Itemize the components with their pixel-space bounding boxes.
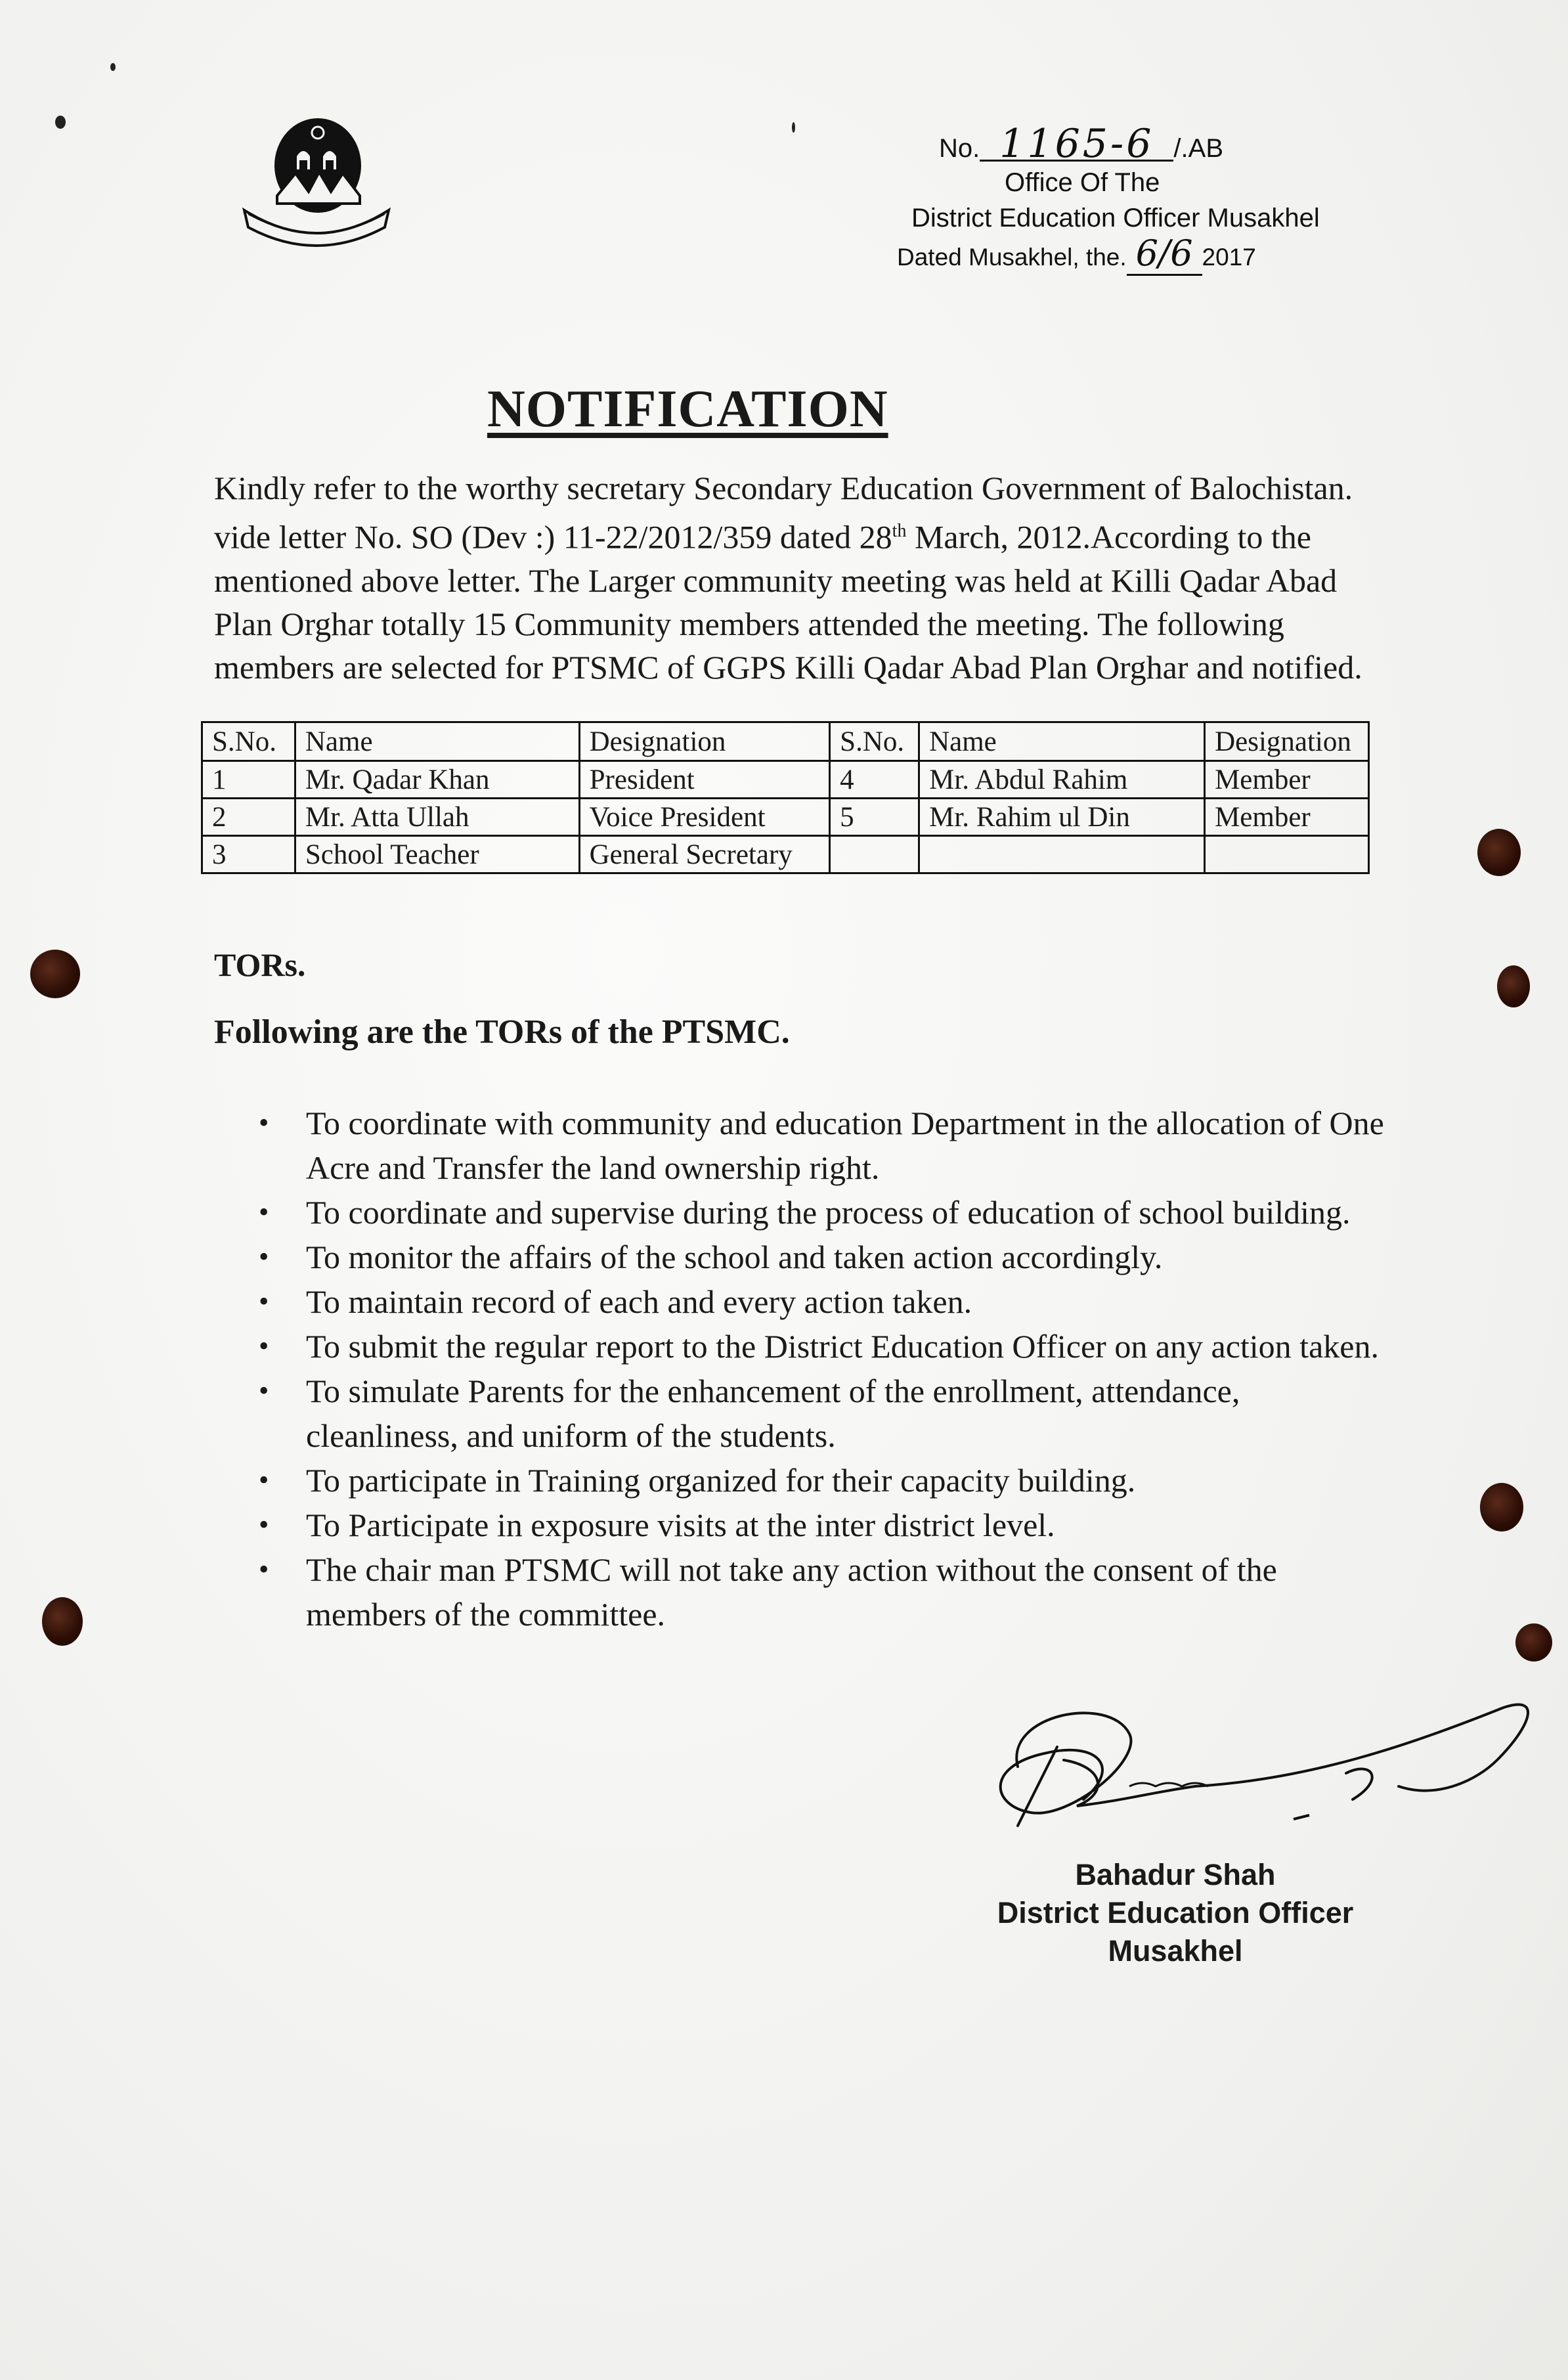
tors-heading: TORs. [214, 946, 306, 983]
table-cell: General Secretary [579, 836, 830, 873]
signatory-block [939, 1856, 1412, 1970]
reference-number-handwritten: 1165-6 [980, 128, 1173, 162]
list-item [259, 1503, 1388, 1547]
balochistan-emblem-icon [231, 105, 402, 263]
table-cell: 2 [202, 799, 295, 836]
list-item [259, 1369, 1388, 1458]
dated-handwritten: 6/6 [1127, 232, 1202, 276]
table-cell: Mr. Abdul Rahim [919, 761, 1205, 799]
intro-member-count: 15 [473, 605, 506, 642]
tors-list [259, 1101, 1388, 1637]
list-item [259, 1101, 1388, 1190]
list-item-text: To Participate in exposure visits at the inter district level. [306, 1507, 1055, 1543]
list-item [259, 1190, 1388, 1235]
table-cell: Member [1205, 761, 1369, 799]
signatory-name: Bahadur Shah [1075, 1858, 1276, 1891]
signatory-designation: District Education Officer [997, 1896, 1354, 1929]
punch-hole [1477, 829, 1521, 876]
list-item-text: To participate in Training organized for their capacity building. [306, 1462, 1136, 1499]
table-header-cell: Designation [1205, 722, 1369, 761]
reference-number [939, 121, 1223, 167]
reference-number-suffix: /.AB [1173, 134, 1223, 163]
scan-speck [792, 122, 795, 133]
dated-label: Dated Musakhel, the. [897, 244, 1127, 271]
list-item [259, 1324, 1388, 1369]
punch-hole [30, 950, 80, 998]
table-row [202, 761, 1369, 799]
list-item-text: To monitor the affairs of the school and taken action accordingly. [306, 1239, 1163, 1275]
list-item-text: To coordinate and supervise during the process of education of school building. [306, 1194, 1351, 1231]
table-header-cell: Name [919, 722, 1205, 761]
bullet-icon: • [259, 1375, 269, 1407]
intro-part-3: Community members attended the meeting. The following members are selected for PTSMC of GGPS Killi Qadar Abad Plan Orghar and notified. [214, 605, 1362, 686]
list-item [259, 1235, 1388, 1279]
tors-subheading: Following are the TORs of the PTSMC. [214, 1013, 790, 1051]
notification-title: NOTIFICATION [487, 380, 888, 438]
table-cell [919, 836, 1205, 873]
bullet-icon: • [259, 1196, 269, 1228]
handwritten-signature [978, 1688, 1556, 1859]
list-item-text: To coordinate with community and education Department in the allocation of One Acre and Transfer the land ownership right. [306, 1105, 1384, 1186]
table-cell: Voice President [579, 799, 830, 836]
district-office-line: District Education Officer Musakhel [911, 204, 1320, 232]
table-cell: Mr. Rahim ul Din [919, 799, 1205, 836]
list-item-text: To simulate Parents for the enhancement of the enrollment, attendance, cleanliness, and uniform of the students. [306, 1373, 1240, 1454]
table-header-cell: S.No. [830, 722, 919, 761]
scan-speck [55, 116, 66, 129]
table-cell: President [579, 761, 830, 799]
intro-paragraph [214, 466, 1396, 689]
signatory-location: Musakhel [1108, 1934, 1243, 1968]
list-item-text: The chair man PTSMC will not take any action without the consent of the members of the committee. [306, 1551, 1277, 1633]
list-item [259, 1458, 1388, 1503]
list-item-text: To submit the regular report to the District Education Officer on any action taken. [306, 1328, 1379, 1365]
table-cell: Mr. Atta Ullah [295, 799, 579, 836]
list-item [259, 1279, 1388, 1324]
reference-number-label: No. [939, 134, 980, 163]
table-cell [830, 836, 919, 873]
table-cell: School Teacher [295, 836, 579, 873]
intro-superscript: th [892, 521, 907, 541]
dated-year: 2017 [1202, 244, 1256, 271]
bullet-icon: • [259, 1509, 269, 1541]
table-cell: 5 [830, 799, 919, 836]
table-header-row [202, 722, 1369, 761]
list-item [259, 1547, 1388, 1637]
table-row [202, 836, 1369, 873]
table-cell: Mr. Qadar Khan [295, 761, 579, 799]
punch-hole [1515, 1623, 1552, 1662]
table-cell [1205, 836, 1369, 873]
punch-hole [42, 1597, 83, 1646]
table-header-cell: S.No. [202, 722, 295, 761]
table-cell: 1 [202, 761, 295, 799]
table-cell: Member [1205, 799, 1369, 836]
intro-part-2: March, 2012.According to the mentioned above letter. The Larger community meeting was held at Killi Qadar Abad Plan Orghar totally [214, 518, 1338, 642]
punch-hole [1497, 965, 1530, 1007]
table-cell: 4 [830, 761, 919, 799]
bullet-icon: • [259, 1107, 269, 1139]
bullet-icon: • [259, 1285, 269, 1317]
office-line: Office Of The [1005, 168, 1160, 197]
table-header-cell: Name [295, 722, 579, 761]
table-header-cell: Designation [579, 722, 830, 761]
punch-hole [1480, 1483, 1523, 1532]
bullet-icon: • [259, 1330, 269, 1362]
intro-part-1: Kindly refer to the worthy secretary Secondary Education Government of Balochistan. vide letter No. SO (Dev :) 11-22/2012/359 dated 28 [214, 470, 1353, 556]
bullet-icon: • [259, 1464, 269, 1496]
list-item-text: To maintain record of each and every action taken. [306, 1283, 972, 1320]
scan-speck [110, 63, 116, 71]
bullet-icon: • [259, 1241, 269, 1273]
table-cell: 3 [202, 836, 295, 873]
table-row [202, 799, 1369, 836]
bullet-icon: • [259, 1553, 269, 1585]
dated-line [897, 232, 1256, 275]
members-table [201, 721, 1370, 874]
